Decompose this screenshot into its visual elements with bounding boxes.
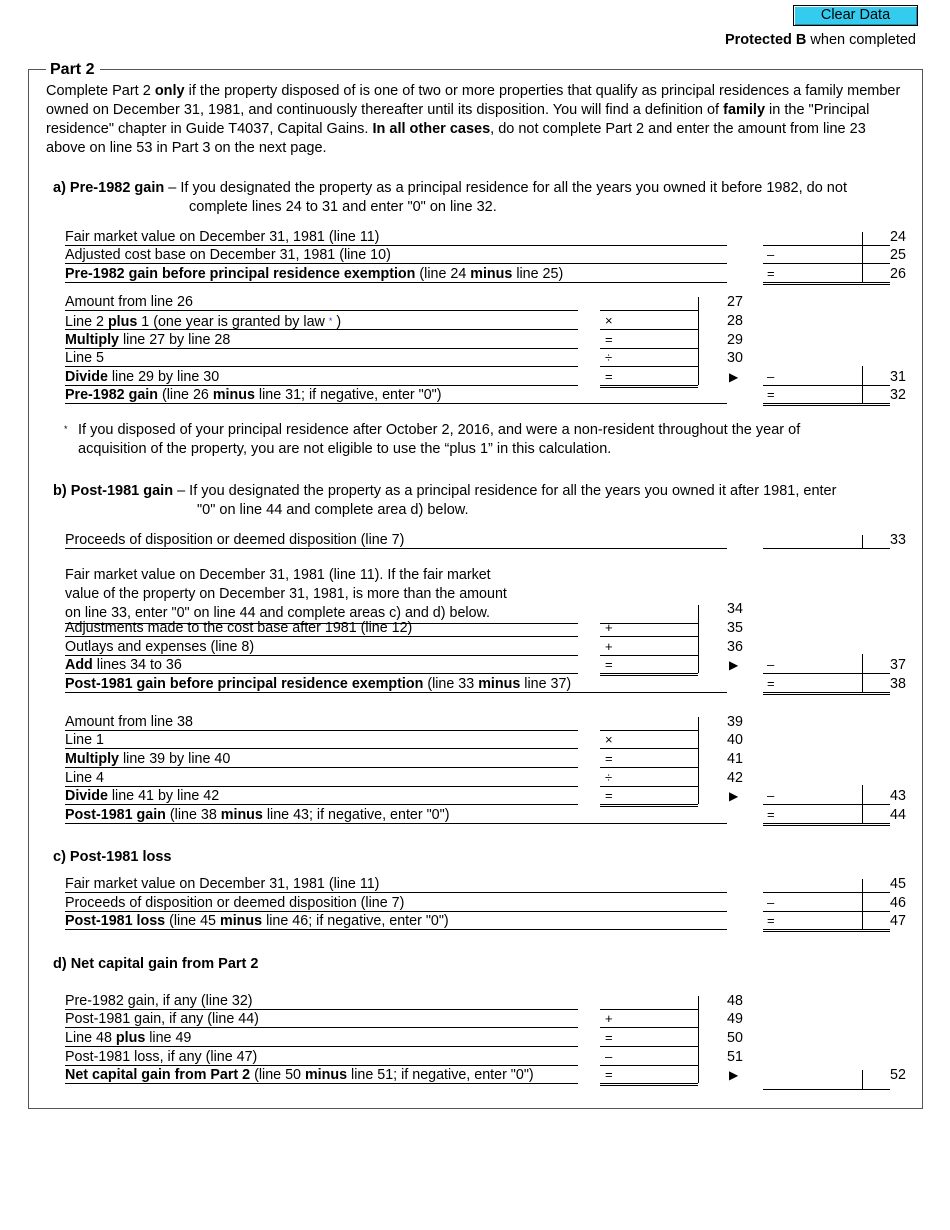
section-a-heading: a) Pre-1982 gain – If you designated the property as a principal residence for all the years you owned it before 1982, do not complete lines 24 to 31 and enter "0" on line 32. [53,180,847,215]
line-42-label: Line 4 [65,770,104,786]
line-37-operator: = [605,657,613,672]
line-number-36: 36 [727,639,743,655]
line-38-label-underline [65,692,727,693]
line-49-label: Post-1981 gain, if any (line 44) [65,1011,259,1027]
line-50-operator: = [605,1030,613,1045]
arrow-icon: ▶ [729,789,739,803]
line-30-label: Line 5 [65,350,104,366]
line-33-cents-divider [862,535,863,548]
line-47-label: Post-1981 loss (line 45 minus line 46; if negative, enter "0") [65,913,449,929]
part-title: Part 2 [46,61,100,79]
line-37-operator: – [767,657,775,672]
line-37-label: Add lines 34 to 36 [65,657,182,673]
section-c-heading: c) Post-1981 loss [53,849,172,865]
line-35-label: Adjustments made to the cost base after 1981 (line 12) [65,620,413,636]
line-41-amount-field[interactable] [600,767,698,768]
line-49-operator: + [605,1011,613,1026]
line-number-32: 32 [890,387,906,403]
line-51-label: Post-1981 loss, if any (line 47) [65,1049,258,1065]
footnote: * If you disposed of your principal residence after October 2, 2016, and were a non-resident throughout the year of acquisition of the property, you are not eligible to use the “plus 1” in this calculation. [64,422,801,457]
line-number-31: 31 [890,369,906,385]
line-27-label: Amount from line 26 [65,294,193,310]
line-47-cents-divider [862,910,863,929]
line-32-label-underline [65,403,727,404]
line-number-40: 40 [727,732,743,748]
line-40-cents-divider [698,729,699,748]
line-37-amount-field[interactable] [763,673,890,674]
section-d-heading: d) Net capital gain from Part 2 [53,956,259,972]
line-27-cents-divider [698,297,699,310]
line-number-35: 35 [727,620,743,636]
line-43-operator: = [605,788,613,803]
line-25-label-underline [65,263,727,264]
line-44-amount-field[interactable] [763,823,890,826]
line-number-51: 51 [727,1049,743,1065]
line-45-label-underline [65,892,727,893]
line-49-label-underline [65,1027,578,1028]
line-46-amount-field[interactable] [763,911,890,912]
line-28-label-underline [65,329,578,330]
line-47-label-underline [65,929,727,930]
line-43-label-underline [65,804,578,805]
line-42-cents-divider [698,767,699,786]
line-number-30: 30 [727,350,743,366]
line-35-cents-divider [698,617,699,636]
line-30-operator: ÷ [605,350,613,365]
line-43-cents-divider [698,785,699,804]
line-31-cents-divider [698,366,699,385]
line-38-amount-field[interactable] [763,692,890,695]
line-32-cents-divider [862,384,863,403]
line-28-operator: × [605,313,613,328]
line-number-44: 44 [890,807,906,823]
line-42-amount-field[interactable] [600,786,698,787]
line-number-24: 24 [890,229,906,245]
line-36-cents-divider [698,636,699,655]
line-number-42: 42 [727,770,743,786]
line-46-cents-divider [862,892,863,911]
line-29-label-underline [65,348,578,349]
line-48-amount-field[interactable] [600,1009,698,1010]
line-24-label: Fair market value on December 31, 1981 (line 11) [65,229,380,245]
protected-notice: Protected B when completed [724,32,916,48]
line-26-operator: = [767,266,775,281]
line-24-amount-field[interactable] [763,245,890,246]
line-32-operator: = [767,387,775,402]
line-40-label-underline [65,748,578,749]
line-44-label-underline [65,823,727,824]
line-45-label: Fair market value on December 31, 1981 (line 11) [65,876,380,892]
line-29-cents-divider [698,329,699,348]
clear-data-button[interactable]: Clear Data [793,5,918,26]
line-50-label-underline [65,1046,578,1047]
line-number-28: 28 [727,313,743,329]
line-52-operator: = [605,1067,613,1082]
line-35-amount-field[interactable] [600,636,698,637]
line-31-amount-field[interactable] [763,385,890,386]
line-39-label-underline [65,730,578,731]
line-48-label: Pre-1982 gain, if any (line 32) [65,993,253,1009]
arrow-icon: ▶ [729,1068,739,1082]
line-32-label: Pre-1982 gain (line 26 minus line 31; if negative, enter "0") [65,387,442,403]
line-number-43: 43 [890,788,906,804]
line-46-label: Proceeds of disposition or deemed disposition (line 7) [65,895,405,911]
line-30-cents-divider [698,347,699,366]
line-52-label: Net capital gain from Part 2 (line 50 minus line 51; if negative, enter "0") [65,1067,534,1083]
line-46-operator: – [767,895,775,910]
line-49-cents-divider [698,1008,699,1027]
line-25-amount-field[interactable] [763,263,890,264]
line-37-amount-field[interactable] [600,673,698,676]
section-b-heading: b) Post-1981 gain – If you designated the property as a principal residence for all the years you owned it after 1981, enter "0" on line 44 and complete area d) below. [53,483,837,518]
line-33-amount-field[interactable] [763,548,890,549]
line-43-label: Divide line 41 by line 42 [65,788,220,804]
line-52-cents-divider [862,1070,863,1089]
line-43-operator: – [767,788,775,803]
line-43-cents-divider [862,785,863,804]
line-32-amount-field[interactable] [763,403,890,406]
line-52-cents-divider [698,1064,699,1083]
line-37-label-underline [65,673,578,674]
line-43-amount-field[interactable] [763,804,890,805]
line-39-amount-field[interactable] [600,730,698,731]
line-35-label-underline [65,636,578,637]
line-34-label: Fair market value on December 31, 1981 (line 11). If the fair market value of the property on December 31, 1981, is more than the amount on line 33, enter "0" on line 44 and complete areas c) and d) below. [65,567,507,621]
line-40-label: Line 1 [65,732,104,748]
line-51-cents-divider [698,1046,699,1065]
line-37-cents-divider [862,654,863,673]
line-number-34: 34 [727,601,743,617]
line-number-46: 46 [890,895,906,911]
line-number-41: 41 [727,751,743,767]
line-44-cents-divider [862,804,863,823]
line-47-amount-field[interactable] [763,929,890,932]
line-41-cents-divider [698,748,699,767]
line-29-operator: = [605,332,613,347]
line-36-amount-field[interactable] [600,655,698,656]
line-25-cents-divider [862,244,863,263]
line-38-cents-divider [862,673,863,692]
line-34-amount-field[interactable] [600,623,698,624]
line-52-amount-field[interactable] [763,1089,890,1090]
line-50-cents-divider [698,1027,699,1046]
line-number-50: 50 [727,1030,743,1046]
line-number-48: 48 [727,993,743,1009]
line-number-29: 29 [727,332,743,348]
line-43-amount-field[interactable] [600,804,698,807]
line-25-label: Adjusted cost base on December 31, 1981 (line 10) [65,247,391,263]
line-29-amount-field[interactable] [600,348,698,349]
line-38-label: Post-1981 gain before principal residence exemption (line 33 minus line 37) [65,676,572,692]
line-51-amount-field[interactable] [600,1065,698,1066]
line-41-label: Multiply line 39 by line 40 [65,751,231,767]
line-25-operator: – [767,247,775,262]
line-51-operator: – [605,1049,613,1064]
line-45-amount-field[interactable] [763,892,890,893]
line-36-operator: + [605,639,613,654]
line-33-label: Proceeds of disposition or deemed disposition (line 7) [65,532,405,548]
line-26-label-underline [65,282,727,283]
line-number-26: 26 [890,266,906,282]
line-50-label: Line 48 plus line 49 [65,1030,192,1046]
line-26-amount-field[interactable] [763,282,890,285]
line-52-amount-field[interactable] [600,1083,698,1086]
line-41-label-underline [65,767,578,768]
line-31-label: Divide line 29 by line 30 [65,369,220,385]
line-number-25: 25 [890,247,906,263]
line-27-label-underline [65,310,578,311]
line-31-amount-field[interactable] [600,385,698,388]
line-number-49: 49 [727,1011,743,1027]
line-31-operator: = [605,369,613,384]
line-number-39: 39 [727,714,743,730]
line-28-cents-divider [698,310,699,329]
line-36-label: Outlays and expenses (line 8) [65,639,255,655]
line-41-operator: = [605,751,613,766]
line-number-38: 38 [890,676,906,692]
line-28-label: Line 2 plus 1 (one year is granted by law * ) [65,314,342,330]
line-44-label: Post-1981 gain (line 38 minus line 43; if negative, enter "0") [65,807,450,823]
line-39-label: Amount from line 38 [65,714,193,730]
line-28-amount-field[interactable] [600,329,698,330]
part-intro-paragraph: Complete Part 2 only if the property disposed of is one of two or more properties that qualify as principal residences a family member owned on December 31, 1981, and continuously thereafter until its disposition. You will find a definition of family in the "Principal residence" chapter in Guide T4037, Capital Gains. In all other cases, do not complete Part 2 and enter the amount from line 23 above on line 53 in Part 3 on the next page. [46,83,901,156]
arrow-icon: ▶ [729,658,739,672]
arrow-icon: ▶ [729,370,739,384]
line-26-cents-divider [862,263,863,282]
line-44-operator: = [767,807,775,822]
line-38-operator: = [767,676,775,691]
line-30-label-underline [65,366,578,367]
line-30-amount-field[interactable] [600,366,698,367]
line-52-label-underline [65,1083,578,1084]
line-number-47: 47 [890,913,906,929]
line-number-52: 52 [890,1067,906,1083]
line-47-operator: = [767,913,775,928]
line-number-27: 27 [727,294,743,310]
line-40-operator: × [605,732,613,747]
line-37-cents-divider [698,654,699,673]
line-49-amount-field[interactable] [600,1027,698,1028]
line-number-33: 33 [890,532,906,548]
line-26-label: Pre-1982 gain before principal residence exemption (line 24 minus line 25) [65,266,564,282]
line-27-amount-field[interactable] [600,310,698,311]
line-31-operator: – [767,369,775,384]
line-29-label: Multiply line 27 by line 28 [65,332,231,348]
line-50-amount-field[interactable] [600,1046,698,1047]
line-40-amount-field[interactable] [600,748,698,749]
line-45-cents-divider [862,879,863,892]
line-31-cents-divider [862,366,863,385]
line-number-45: 45 [890,876,906,892]
line-35-operator: + [605,620,613,635]
line-number-37: 37 [890,657,906,673]
line-33-label-underline [65,548,727,549]
line-42-operator: ÷ [605,770,613,785]
